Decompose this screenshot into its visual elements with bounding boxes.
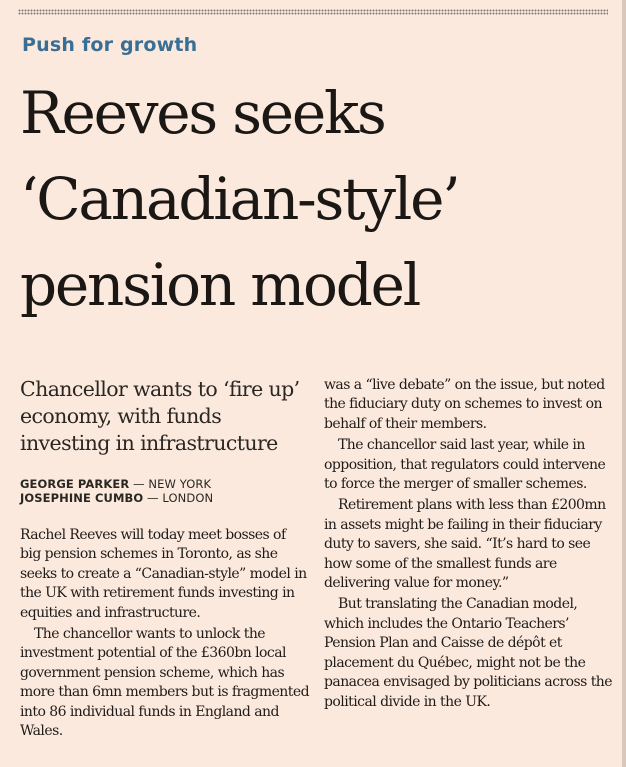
byline-sep: — bbox=[133, 477, 149, 491]
body-paragraph: The chancellor said last year, while in opposition, that regulators could intervene to force the merger of smaller schemes. bbox=[324, 437, 606, 493]
byline-author: GEORGE PARKER bbox=[20, 477, 130, 491]
byline-location: NEW YORK bbox=[148, 477, 212, 491]
byline-author: JOSEPHINE CUMBO bbox=[20, 491, 144, 505]
byline bbox=[20, 477, 310, 491]
bylines bbox=[20, 477, 310, 505]
body-paragraph: The chancellor wants to unlock the investment potential of the £360bn local government pension scheme, which has more than 6mn members but is fragmented into 86 individual funds in England and Wales. bbox=[20, 626, 309, 740]
byline bbox=[20, 491, 310, 505]
right-column bbox=[324, 376, 614, 712]
body-paragraph: But translating the Canadian model, which includes the Ontario Teachers’ Pension Plan and Caisse de dépôt et placement du Québec, might not be the panacea envisaged by politicians across the political divide in the UK. bbox=[324, 596, 612, 710]
dotted-rule bbox=[18, 9, 608, 15]
body-paragraph: was a “live debate” on the issue, but noted the fiduciary duty on schemes to invest on behalf of their members. bbox=[324, 377, 605, 432]
standfirst: Chancellor wants to ‘fire up’ economy, with funds investing in infrastructure bbox=[20, 377, 300, 455]
page-edge bbox=[622, 0, 626, 767]
body-paragraph: Rachel Reeves will today meet bosses of big pension schemes in Toronto, as she seeks to create a “Canadian-style” model in the UK with retirement funds investing in equities and infrastructure. bbox=[20, 527, 307, 621]
byline-location: LONDON bbox=[162, 491, 214, 505]
headline: Reeves seeks ‘Canadian-style’ pension model bbox=[20, 79, 459, 319]
left-column bbox=[20, 376, 310, 741]
kicker: Push for growth bbox=[22, 34, 198, 56]
body-paragraph: Retirement plans with less than £200mn in assets might be failing in their fiduciary duty to savers, she said. “It’s hard to see how some of the smallest funds are delivering value for money.” bbox=[324, 497, 606, 592]
byline-sep: — bbox=[147, 491, 163, 505]
